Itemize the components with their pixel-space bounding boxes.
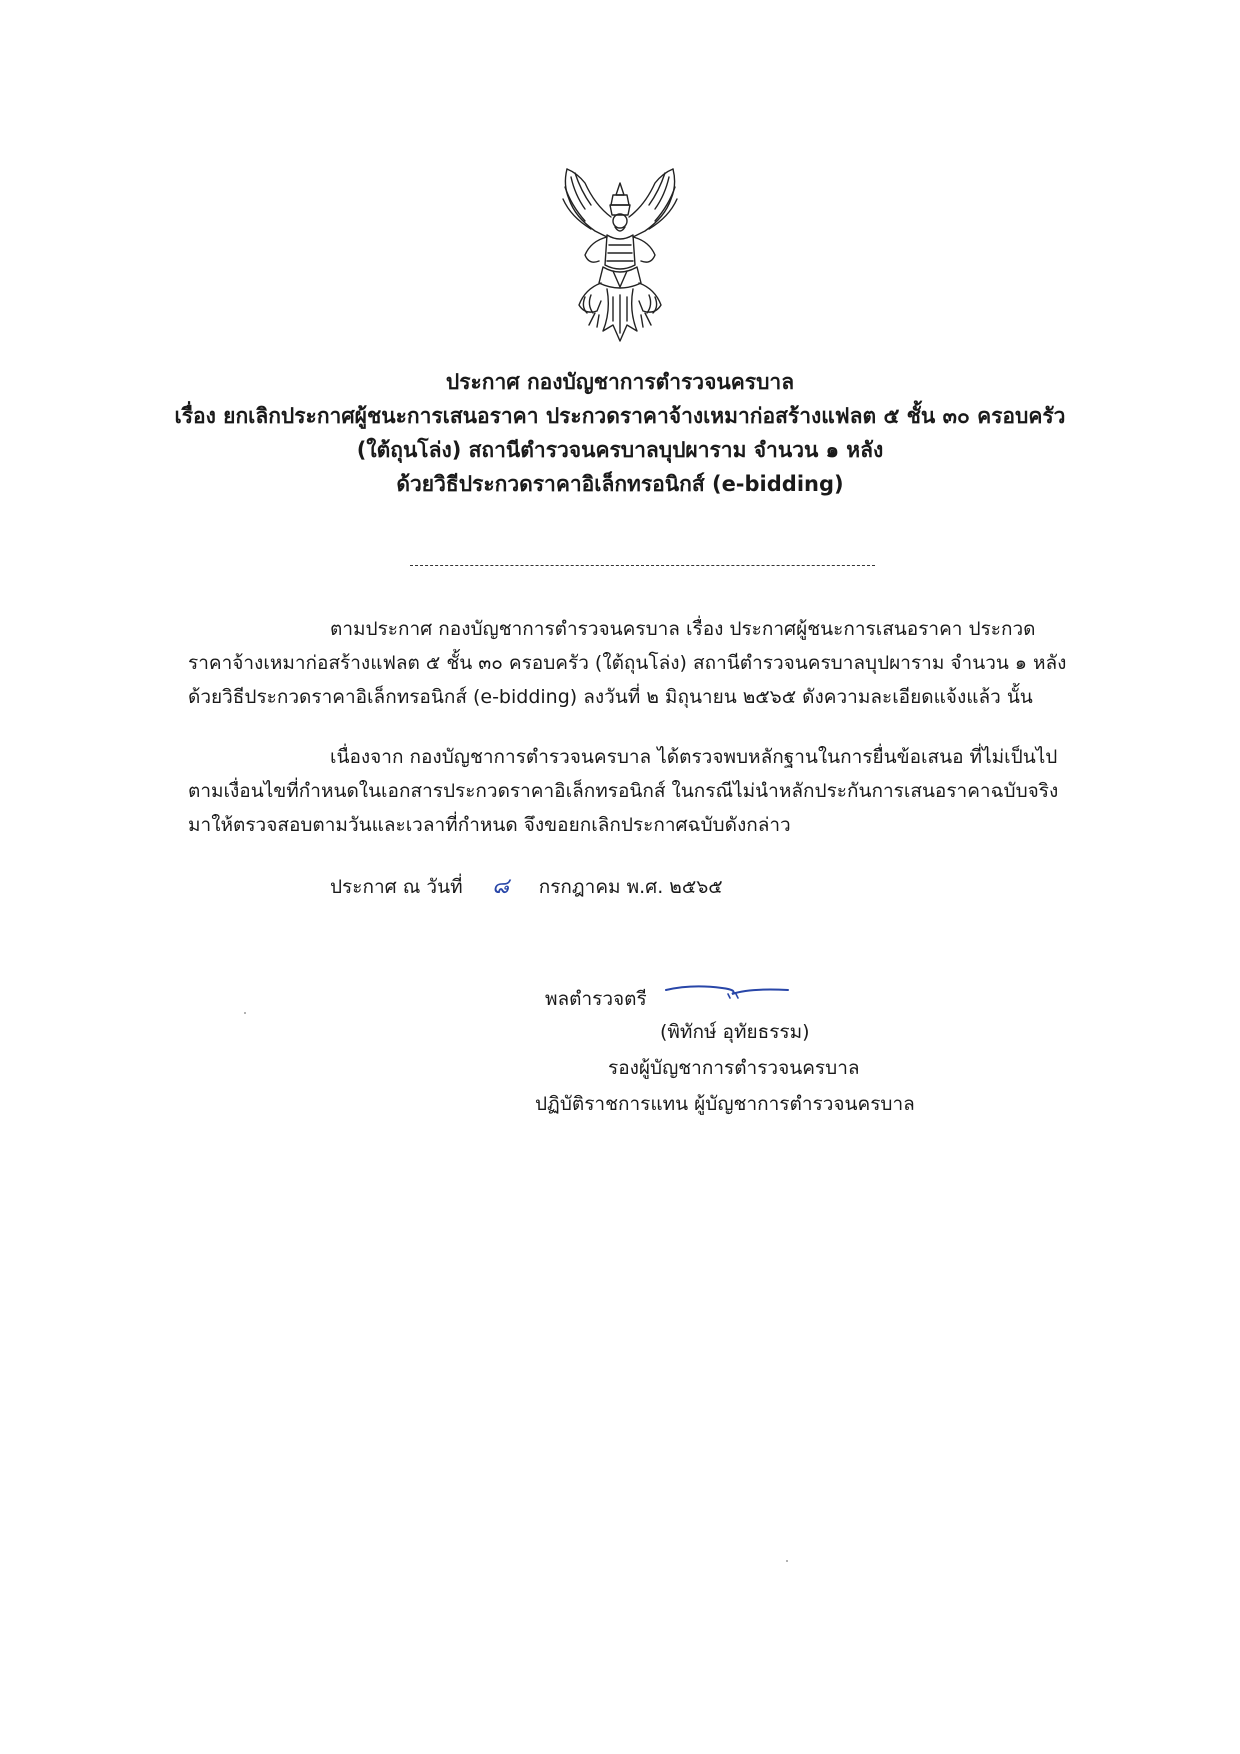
signatory-position: รองผู้บัญชาการตำรวจนครบาล [608,1057,860,1079]
paragraph-line: ราคาจ้างเหมาก่อสร้างแฟลต ๕ ชั้น ๓๐ ครอบครัว (ใต้ถุนโล่ง) สถานีตำรวจนครบาลบุปผาราม จำนวน ๑ หลัง [188,652,1067,674]
announcement-title: ประกาศ กองบัญชาการตำรวจนครบาล [445,370,795,394]
handwritten-signature [662,976,792,1004]
announcement-subject-line-1: เรื่อง ยกเลิกประกาศผู้ชนะการเสนอราคา ประกวดราคาจ้างเหมาก่อสร้างแฟลต ๕ ชั้น ๓๐ ครอบครัว [174,404,1066,428]
paragraph-line: มาให้ตรวจสอบตามวันและเวลาที่กำหนด จึงขอยกเลิกประกาศฉบับดังกล่าว [188,814,791,836]
dashed-divider [410,565,875,566]
signatory-acting-for: ปฏิบัติราชการแทน ผู้บัญชาการตำรวจนครบาล [535,1093,915,1115]
date-prefix: ประกาศ ณ วันที่ [330,876,463,898]
body-paragraph-2 [188,740,1088,842]
paragraph-line: ด้วยวิธีประกวดราคาอิเล็กทรอนิกส์ (e-bidding) ลงวันที่ ๒ มิถุนายน ๒๕๖๕ ดังความละเอียดแจ้งแล้ว นั้น [188,686,1033,708]
date-month-year: กรกฎาคม พ.ศ. ๒๕๖๕ [538,876,723,898]
announcement-heading [100,365,1140,501]
announcement-subject-line-2: (ใต้ถุนโล่ง) สถานีตำรวจนครบาลบุปผาราม จำนวน ๑ หลัง [356,438,884,462]
signatory-name: (พิทักษ์ อุทัยธรรม) [660,1021,810,1043]
scan-speck [786,1560,788,1562]
date-day-handwritten: ๘ [492,874,510,899]
paragraph-line: ตามเงื่อนไขที่กำหนดในเอกสารประกวดราคาอิเล็กทรอนิกส์ ในกรณีไม่นำหลักประกันการเสนอราคาฉบับจริง [188,780,1059,802]
body-paragraph-1 [188,612,1088,714]
paragraph-line: เนื่องจาก กองบัญชาการตำรวจนครบาล ได้ตรวจพบหลักฐานในการยื่นข้อเสนอ ที่ไม่เป็นไป [330,746,1058,768]
garuda-emblem-icon [555,165,685,345]
announcement-date [330,870,723,904]
signatory-rank: พลตำรวจตรี [545,988,647,1010]
scan-speck [244,1012,246,1014]
announcement-subject-line-3: ด้วยวิธีประกวดราคาอิเล็กทรอนิกส์ (e-bidding) [396,472,844,496]
signature-block [520,1014,960,1122]
paragraph-line: ตามประกาศ กองบัญชาการตำรวจนครบาล เรื่อง ประกาศผู้ชนะการเสนอราคา ประกวด [330,618,1036,640]
